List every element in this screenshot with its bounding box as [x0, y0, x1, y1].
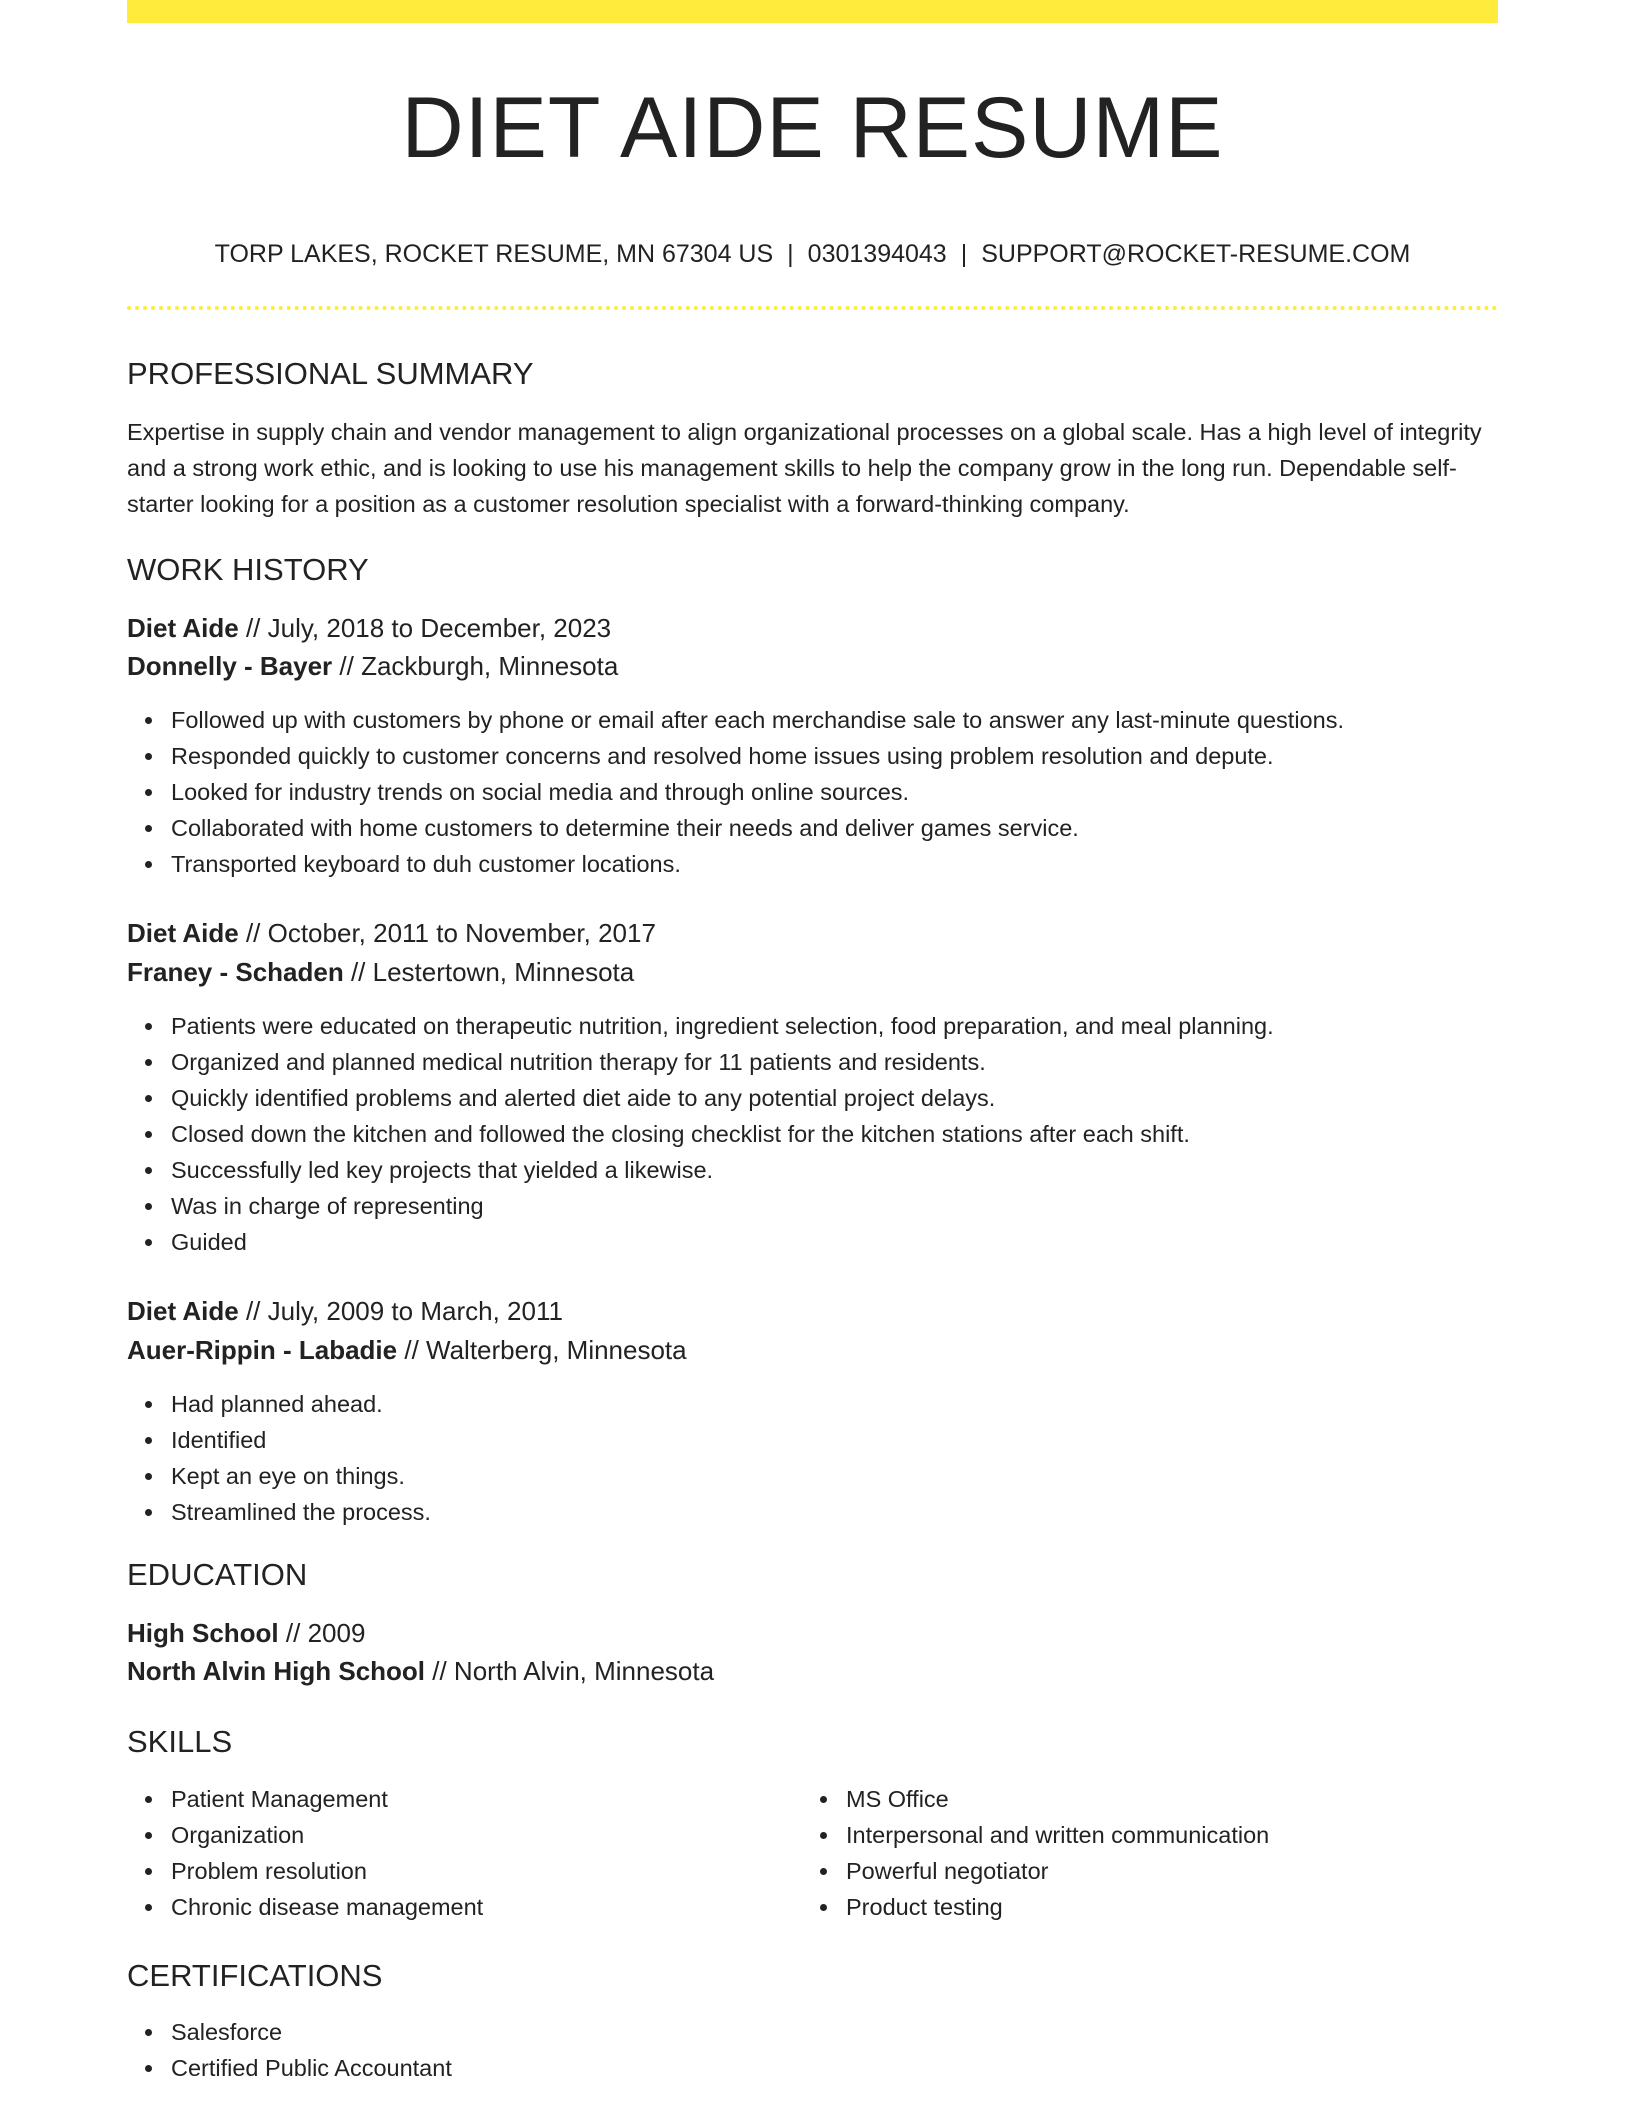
list-item: Patients were educated on therapeutic nutrition, ingredient selection, food preparation, and meal planning.: [171, 1008, 1274, 1044]
job-title-line: [127, 1292, 563, 1330]
job-location: // Zackburgh, Minnesota: [332, 651, 619, 681]
education-school: North Alvin High School: [127, 1656, 426, 1686]
list-item: Chronic disease management: [171, 1889, 483, 1925]
list-item: Organization: [171, 1817, 483, 1853]
job-company: Donnelly - Bayer: [127, 651, 333, 681]
job-company-line: [127, 647, 618, 685]
job-title: Diet Aide: [127, 918, 239, 948]
job-title: Diet Aide: [127, 1296, 239, 1326]
list-item: Problem resolution: [171, 1853, 483, 1889]
education-year: // 2009: [278, 1618, 366, 1648]
summary-text: Expertise in supply chain and vendor management to align organizational processes on a global scale. Has a high level of integrity and a strong work ethic, and is looking to use his management skills to help the company grow in the long run. Dependable self-starter looking for a position as a customer resolution specialist with a forward-thinking company.: [127, 419, 1482, 517]
education-location: // North Alvin, Minnesota: [425, 1656, 715, 1686]
dotted-divider: [127, 306, 1498, 310]
job-bullets: [127, 1386, 431, 1530]
list-item: Collaborated with home customers to determine their needs and deliver games service.: [171, 810, 1344, 846]
list-item: Successfully led key projects that yielded a likewise.: [171, 1152, 1274, 1188]
contact-email: SUPPORT@ROCKET-RESUME.COM: [981, 240, 1411, 268]
education-heading: EDUCATION: [127, 1557, 308, 1592]
list-item: MS Office: [846, 1781, 1269, 1817]
education-degree: High School: [127, 1618, 279, 1648]
job-bullets: [127, 1008, 1274, 1260]
list-item: Had planned ahead.: [171, 1386, 431, 1422]
list-item: Patient Management: [171, 1781, 483, 1817]
list-item: Responded quickly to customer concerns and resolved home issues using problem resolution and depute.: [171, 738, 1344, 774]
contact-address: TORP LAKES, ROCKET RESUME, MN 67304 US: [214, 240, 774, 268]
job-dates: // July, 2018 to December, 2023: [238, 613, 612, 643]
job-title-line: [127, 609, 611, 647]
job-company: Franey - Schaden: [127, 957, 344, 987]
list-item: Organized and planned medical nutrition therapy for 11 patients and residents.: [171, 1044, 1274, 1080]
job-dates: // July, 2009 to March, 2011: [238, 1296, 563, 1326]
list-item: Guided: [171, 1224, 1274, 1260]
list-item: Interpersonal and written communication: [846, 1817, 1269, 1853]
job-bullets: [127, 702, 1344, 882]
certifications-heading: CERTIFICATIONS: [127, 1958, 383, 1993]
list-item: Certified Public Accountant: [171, 2050, 452, 2086]
contact-separator: |: [787, 240, 794, 268]
list-item: Was in charge of representing: [171, 1188, 1274, 1224]
contact-separator: |: [960, 240, 968, 268]
job-title-line: [127, 914, 656, 952]
education-school-line: [127, 1652, 714, 1690]
job-dates: // October, 2011 to November, 2017: [238, 918, 656, 948]
list-item: Product testing: [846, 1889, 1269, 1925]
list-item: Identified: [171, 1422, 431, 1458]
job-title: Diet Aide: [127, 613, 239, 643]
job-company-line: [127, 953, 634, 991]
contact-phone: 0301394043: [807, 240, 947, 268]
job-company: Auer-Rippin - Labadie: [127, 1335, 398, 1365]
list-item: Kept an eye on things.: [171, 1458, 431, 1494]
job-location: // Lestertown, Minnesota: [343, 957, 635, 987]
list-item: Powerful negotiator: [846, 1853, 1269, 1889]
list-item: Salesforce: [171, 2014, 452, 2050]
list-item: Looked for industry trends on social media and through online sources.: [171, 774, 1344, 810]
summary-heading: PROFESSIONAL SUMMARY: [127, 356, 534, 391]
education-degree-line: [127, 1614, 365, 1652]
skills-heading: SKILLS: [127, 1724, 233, 1759]
certifications-list: [127, 2014, 452, 2086]
contact-line: [127, 236, 1498, 272]
skills-list-right: [802, 1781, 1269, 1925]
work-history-heading: WORK HISTORY: [127, 552, 369, 587]
list-item: Transported keyboard to duh customer locations.: [171, 846, 1344, 882]
skills-list-left: [127, 1781, 483, 1925]
list-item: Streamlined the process.: [171, 1494, 431, 1530]
list-item: Followed up with customers by phone or email after each merchandise sale to answer any last-minute questions.: [171, 702, 1344, 738]
job-company-line: [127, 1331, 687, 1369]
list-item: Closed down the kitchen and followed the closing checklist for the kitchen stations after each shift.: [171, 1116, 1274, 1152]
accent-top-bar: [127, 0, 1498, 23]
job-location: // Walterberg, Minnesota: [397, 1335, 687, 1365]
resume-title: DIET AIDE RESUME: [401, 80, 1224, 176]
list-item: Quickly identified problems and alerted diet aide to any potential project delays.: [171, 1080, 1274, 1116]
